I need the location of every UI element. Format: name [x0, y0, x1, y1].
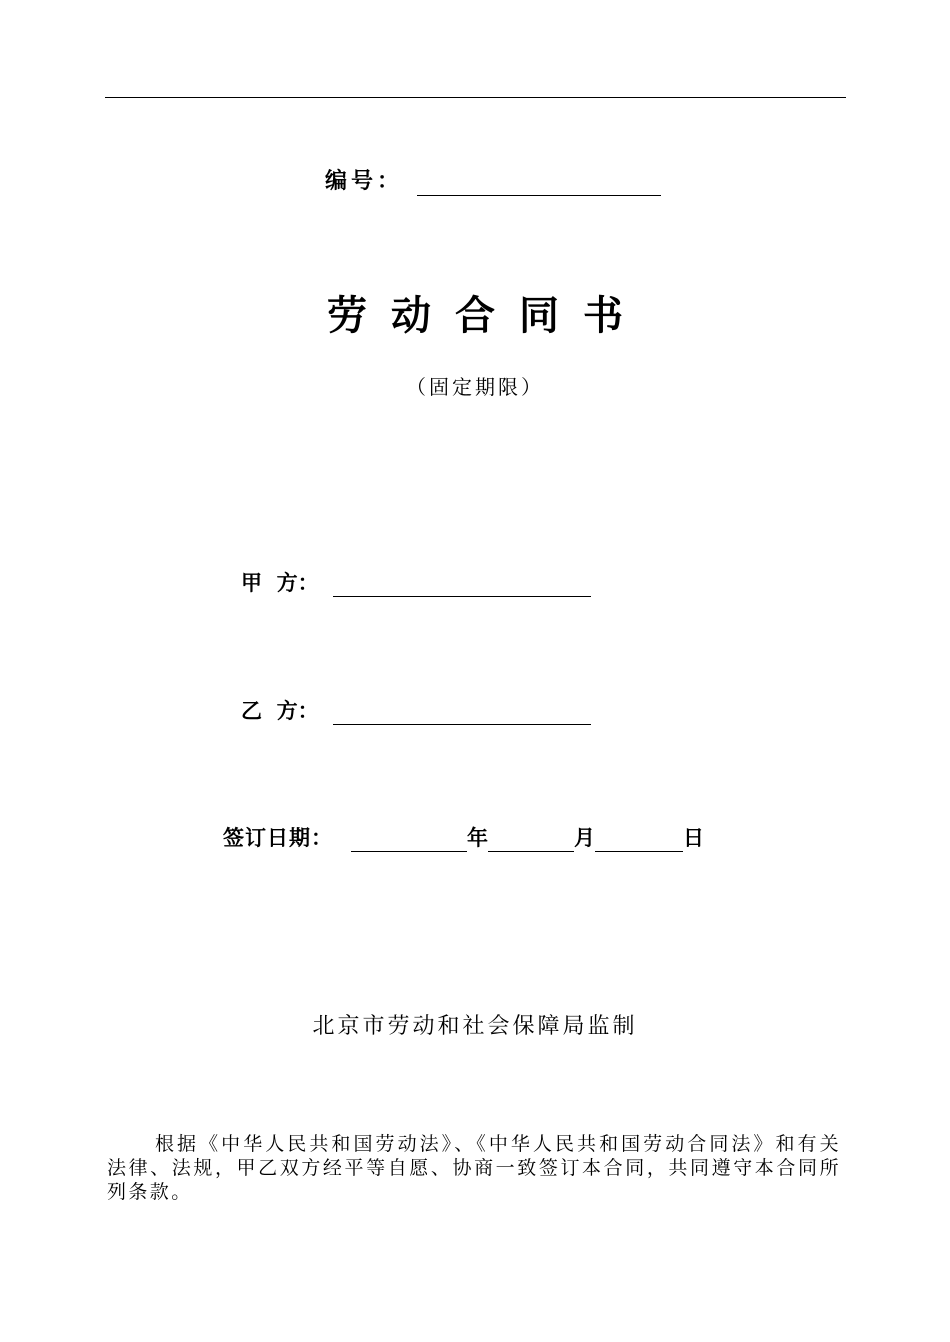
party-b-row [241, 693, 591, 725]
party-b-blank[interactable] [333, 700, 591, 725]
sign-month-blank[interactable] [488, 827, 574, 852]
month-unit: 月 [574, 826, 595, 850]
party-a-blank[interactable] [333, 572, 591, 597]
document-subtitle: （固定期限） [406, 375, 544, 399]
sign-date-label: 签订日期： [223, 826, 333, 850]
party-b-label: 乙 方： [241, 699, 319, 723]
year-unit: 年 [467, 826, 488, 850]
party-a-label: 甲 方： [241, 571, 319, 595]
top-rule [105, 97, 846, 98]
issuer-line: 北京市劳动和社会保障局监制 [312, 1014, 638, 1039]
sign-year-blank[interactable] [351, 827, 467, 852]
document-title: 劳动合同书 [327, 293, 647, 339]
serial-number-label: 编号： [325, 169, 404, 194]
intro-paragraph: 根据《中华人民共和国劳动法》、《中华人民共和国劳动合同法》和有关法律、法规，甲乙双方经平等自愿、协商一致签订本合同，共同遵守本合同所列条款。 [107, 1133, 841, 1203]
serial-number-row [325, 164, 661, 196]
sign-day-blank[interactable] [595, 827, 683, 852]
sign-date-row [223, 820, 704, 852]
serial-number-blank[interactable] [417, 171, 661, 196]
day-unit: 日 [683, 826, 704, 850]
party-a-row [241, 565, 591, 597]
